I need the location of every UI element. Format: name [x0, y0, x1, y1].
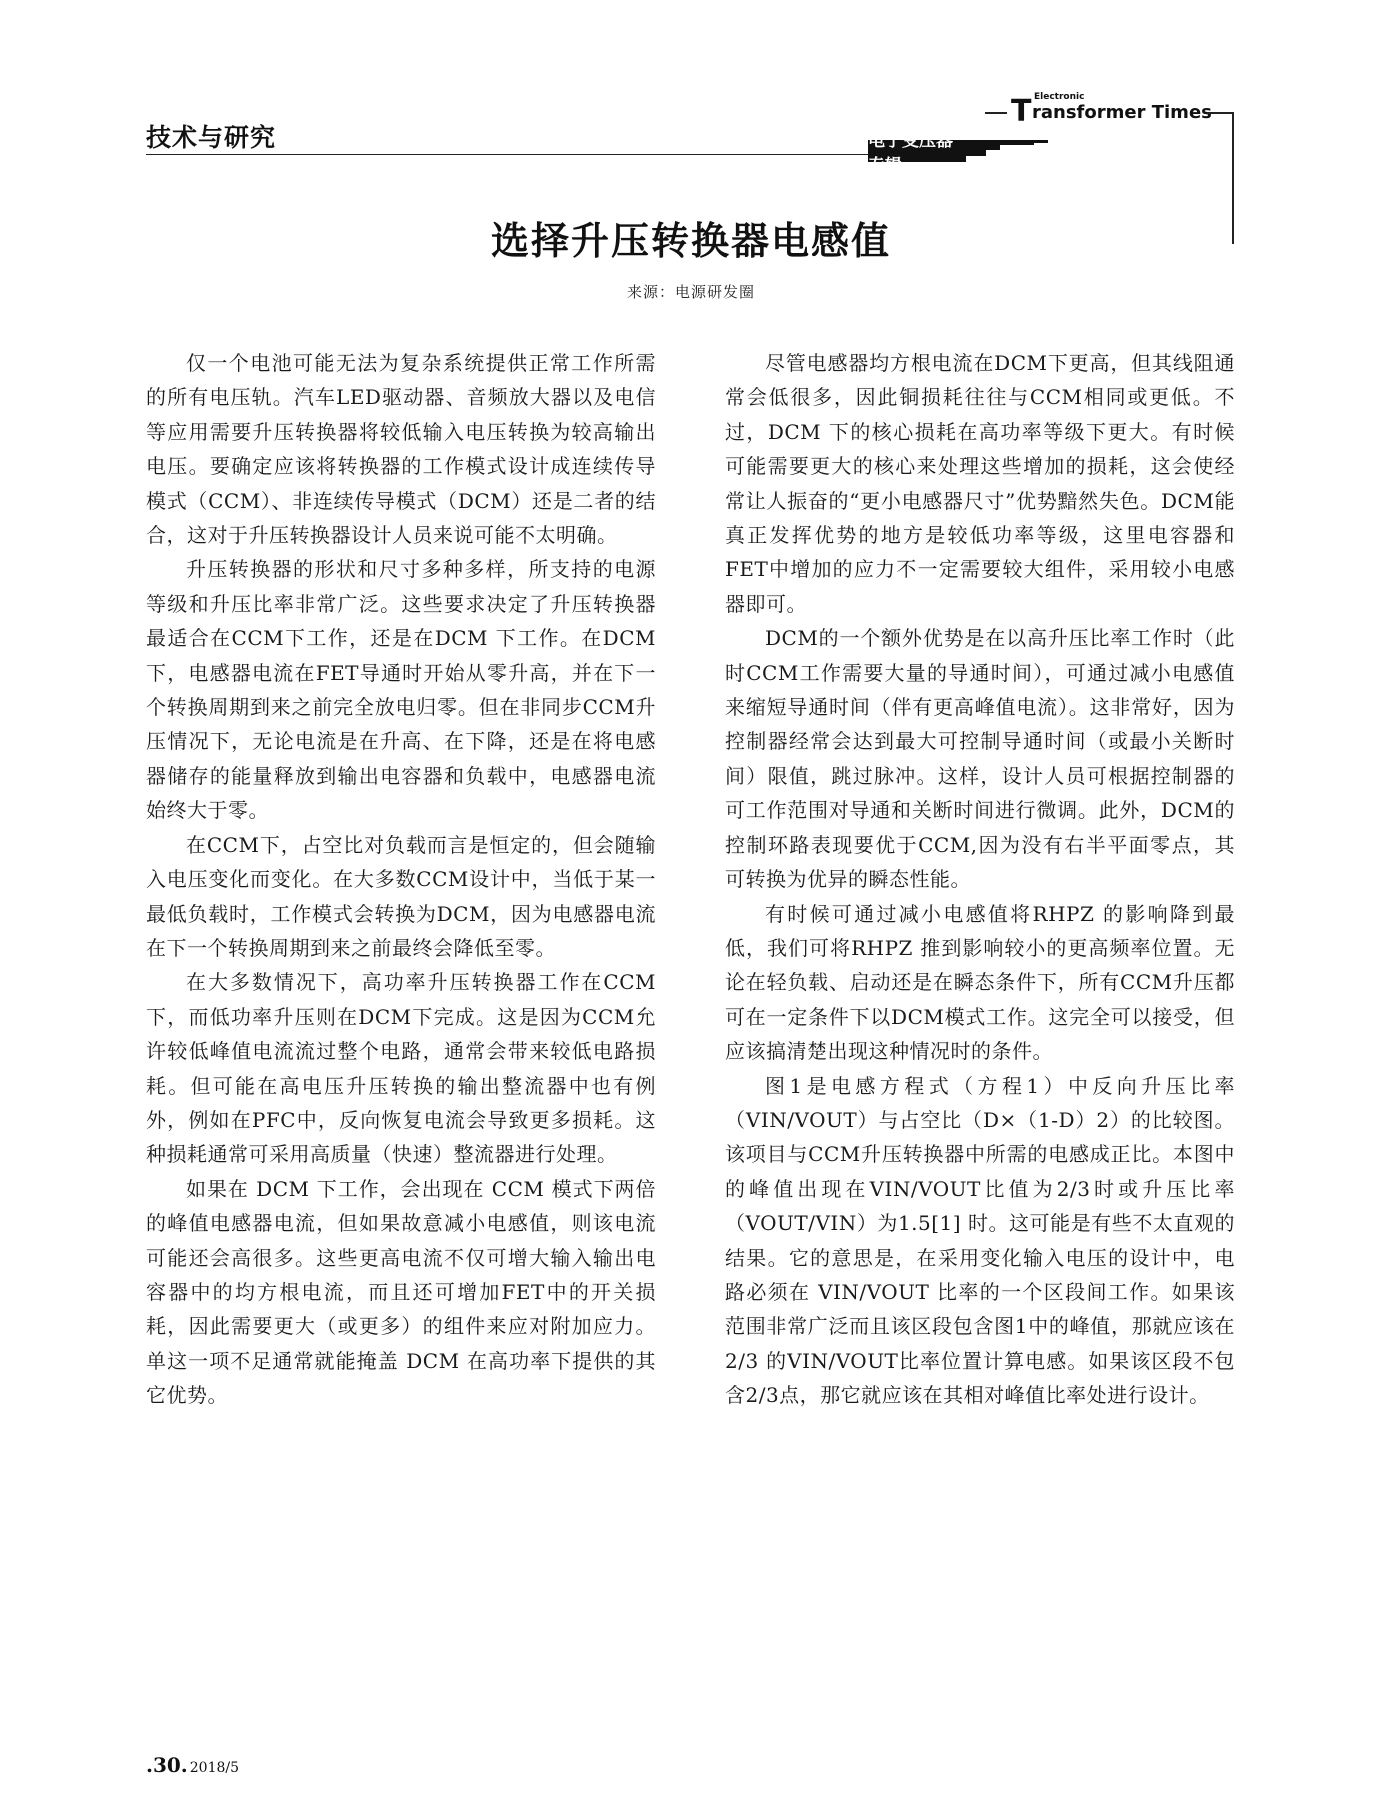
header-rule: [146, 154, 868, 155]
masthead-dash-left: [985, 112, 1007, 114]
right-column: [725, 346, 1235, 1413]
brand-block: [868, 131, 966, 176]
paragraph: 有时候可通过减小电感值将RHPZ 的影响降到最低，我们可将RHPZ 推到影响较小的更高频率位置。无论在轻负载、启动还是在瞬态条件下，所有CCM升压都可在一定条件下以DCM模式工作。这完全可以接受，但应该搞清楚出现这种情况时的条件。: [725, 901, 1235, 1064]
masthead-title: ransformer Times: [1032, 102, 1212, 123]
masthead-initial: T: [1011, 94, 1032, 129]
paragraph: DCM的一个额外优势是在以高升压比率工作时（此时CCM工作需要大量的导通时间），可通过减小电感值来缩短导通时间（伴有更高峰值电流）。这非常好，因为控制器经常会达到最大可控制导通时间（或最小关断时间）限值，跳过脉冲。这样，设计人员可根据控制器的可工作范围对导通和关断时间进行微调。此外，DCM的控制环路表现要优于CCM,因为没有右半平面零点，其可转换为优异的瞬态性能。: [725, 626, 1235, 892]
paragraph: 图1是电感方程式（方程1）中反向升压比率（VIN/VOUT）与占空比（D×（1-D）2）的比较图。该项目与CCM升压转换器中所需的电感成正比。本图中的峰值出现在VIN/VOUT比值为2/3时或升压比率（VOUT/VIN）为1.5[1] 时。这可能是有些不太直观的结果。它的意思是，在采用变化输入电压的设计中，电路必须在 VIN/VOUT 比率的一个区段间工作。如果该范围非常广泛而且该区段包含图1中的峰值，那就应该在2/3 的VIN/VOUT比率位置计算电感。如果该区段不包含2/3点，那它就应该在其相对峰值比率处进行设计。: [725, 1073, 1235, 1408]
paragraph: 在大多数情况下，高功率升压转换器工作在CCM下，而低功率升压则在DCM下完成。这是因为CCM允许较低峰值电流流过整个电路，通常会带来较低电路损耗。但可能在高电压升压转换的输出整流器中也有例外，例如在PFC中，反向恢复电流会导致更多损耗。这种损耗通常可采用高质量（快速）整流器进行处理。: [146, 970, 656, 1167]
brand-step: [1034, 140, 1048, 143]
brand-step: [1000, 140, 1034, 145]
paragraph: 如果在 DCM 下工作，会出现在 CCM 模式下两倍的峰值电感器电流，但如果故意减小电感值，则该电流可能还会高很多。这些更高电流不仅可增大输入输出电容器中的均方根电流，而且还可增加FET中的开关损耗，因此需要更大（或更多）的组件来应对附加应力。单这一项不足通常就能掩盖 DCM 在高功率下提供的其它优势。: [146, 1176, 656, 1408]
masthead-electronic: Electronic: [1034, 92, 1085, 102]
paragraph: 在CCM下，占空比对负载而言是恒定的，但会随输入电压变化而变化。在大多数CCM设计中，当低于某一最低负载时，工作模式会转换为DCM，因为电感器电流在下一个转换周期到来之前最终会降低至零。: [146, 832, 656, 960]
issue-date: 2018/5: [189, 1760, 240, 1776]
brand-step: [966, 140, 986, 156]
paragraph: 尽管电感器均方根电流在DCM下更高，但其线阻通常会低很多，因此铜损耗往往与CCM相同或更低。不过，DCM 下的核心损耗在高功率等级下更大。有时候可能需要更大的核心来处理这些增加的损耗，这会使经常让人振奋的“更小电感器尺寸”优势黯然失色。DCM能真正发挥优势的地方是较低功率等级，这里电容器和FET中增加的应力不一定需要较大组件，采用较小电感器即可。: [725, 351, 1235, 616]
brand-step: [986, 140, 1000, 150]
left-column: [146, 346, 656, 1413]
section-title: 技术与研究: [146, 123, 277, 152]
page-number: .30.: [146, 1753, 188, 1777]
article-title: 选择升压转换器电感值: [490, 219, 891, 263]
article-source: 来源：电源研发圈: [626, 283, 755, 301]
page-folio: [146, 1753, 239, 1777]
masthead-dash-right: [1207, 112, 1227, 114]
brand-label: 电子变压器专辑: [868, 131, 953, 176]
paragraph: 仅一个电池可能无法为复杂系统提供正常工作所需的所有电压轨。汽车LED驱动器、音频放大器以及电信等应用需要升压转换器将较低输入电压转换为较高输出电压。要确定应该将转换器的工作模式设计成连续传导模式（CCM）、非连续传导模式（DCM）还是二者的结合，这对于升压转换器设计人员来说可能不太明确。: [146, 351, 656, 548]
paragraph: 升压转换器的形状和尺寸多种多样，所支持的电源等级和升压比率非常广泛。这些要求决定了升压转换器最适合在CCM下工作，还是在DCM 下工作。在DCM下，电感器电流在FET导通时开始从零升高，并在下一个转换周期到来之前完全放电归零。但在非同步CCM升压情况下，无论电流是在升高、在下降，还是在将电感器储存的能量释放到输出电容器和负载中，电感器电流始终大于零。: [146, 557, 656, 823]
